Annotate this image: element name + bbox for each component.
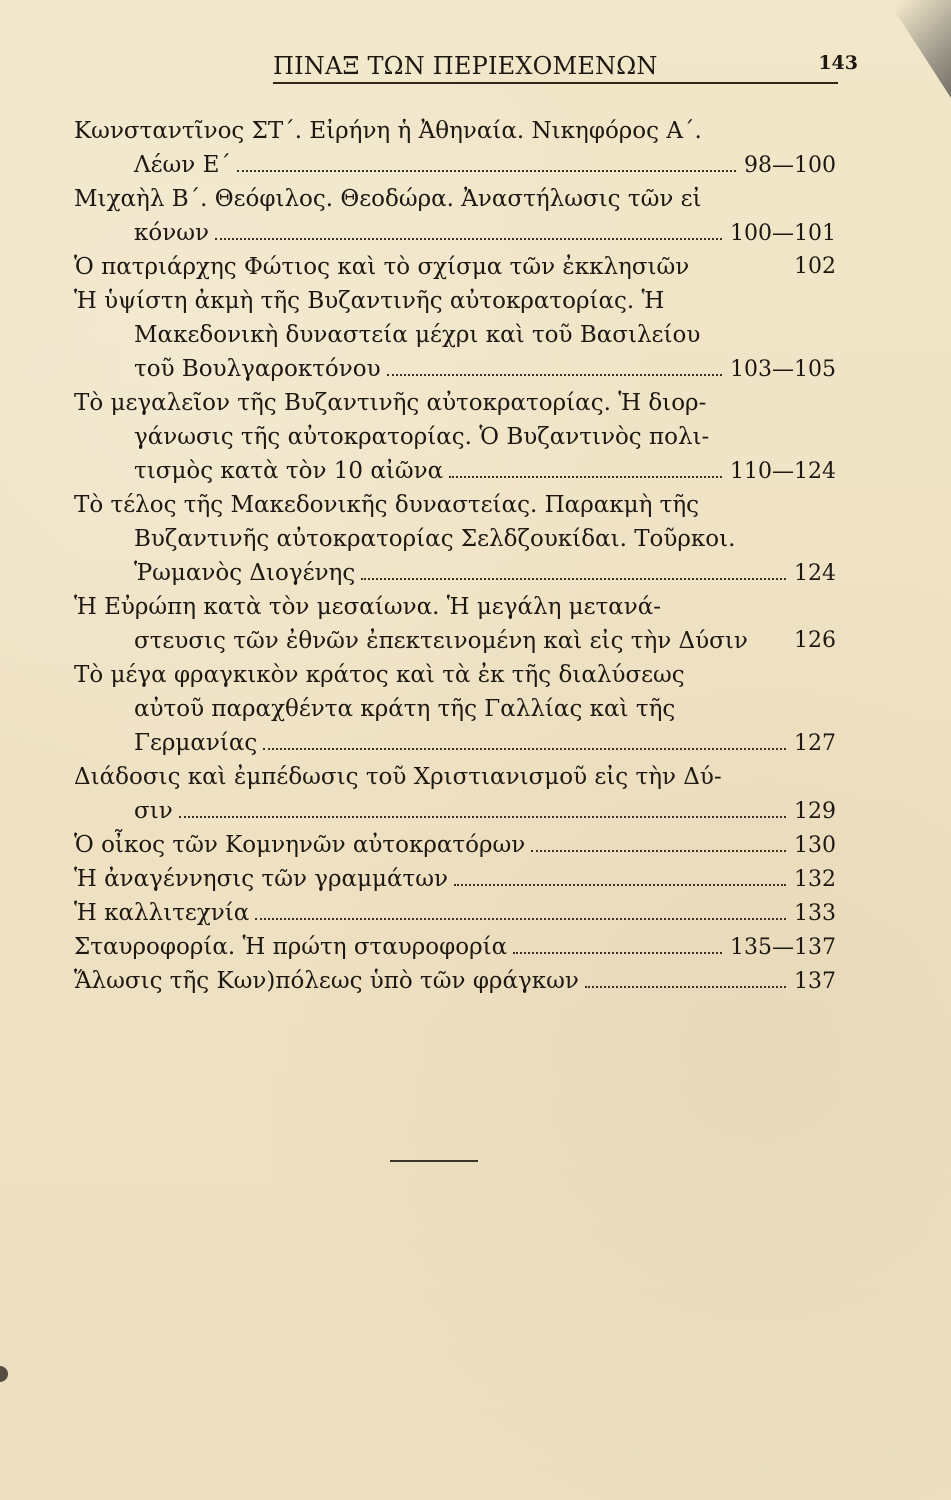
toc-line: αὐτοῦ παραχθέντα κράτη τῆς Γαλλίας καὶ τῆς — [134, 696, 676, 722]
toc-line-with-page — [74, 148, 836, 182]
toc-line-with-page — [74, 828, 836, 862]
toc-line-with-page — [74, 964, 836, 998]
toc-page-ref: 110—124 — [730, 459, 836, 484]
toc-line: Τὸ μέγα φραγκικὸν κράτος καὶ τὰ ἐκ τῆς διαλύσεως — [74, 662, 685, 688]
toc-line-with-page — [74, 556, 836, 590]
toc-line: Διάδοσις καὶ ἐμπέδωσις τοῦ Χριστιανισμοῦ εἰς τὴν Δύ- — [74, 764, 722, 790]
page-corner-shadow — [863, 0, 951, 98]
toc-line: Τὸ τέλος τῆς Μακεδονικῆς δυναστείας. Παρακμὴ τῆς — [74, 492, 700, 518]
dot-leader — [387, 374, 722, 376]
page-edge-mark — [0, 1366, 8, 1382]
toc-text: στευσις τῶν ἐθνῶν ἐπεκτεινομένη καὶ εἰς τὴν Δύσιν — [134, 628, 748, 654]
toc-text: Σταυροφορία. Ἡ πρώτη σταυροφορία — [74, 934, 508, 960]
toc-entry-christianity — [74, 760, 836, 828]
toc-entry-konstantinos — [74, 114, 836, 182]
toc-line-with-plain-page — [74, 624, 836, 658]
toc-text: Ὁ οἶκος τῶν Κομνηνῶν αὐτοκρατόρων — [74, 832, 526, 858]
toc-line: Μακεδονικὴ δυναστεία μέχρι καὶ τοῦ Βασιλείου — [134, 322, 701, 348]
toc-line-with-page — [74, 216, 836, 250]
toc-page-ref: 132 — [794, 867, 836, 892]
toc-page-ref: 124 — [794, 561, 836, 586]
page-header — [273, 52, 858, 92]
toc-entry-art — [74, 896, 836, 930]
dot-leader — [531, 850, 786, 852]
dot-leader — [263, 748, 786, 750]
dot-leader — [449, 476, 722, 478]
toc-line: Ἡ ὑψίστη ἀκμὴ τῆς Βυζαντινῆς αὐτοκρατορίας. Ἡ — [74, 288, 665, 314]
table-of-contents — [74, 114, 836, 998]
toc-text: Ἡ καλλιτεχνία — [74, 900, 250, 926]
toc-page-ref: 137 — [794, 969, 836, 994]
dot-leader — [361, 578, 786, 580]
toc-entry-macedonian-dynasty — [74, 284, 836, 386]
toc-line: Ἡ Εὐρώπη κατὰ τὸν μεσαίωνα. Ἡ μεγάλη μετανά- — [74, 594, 662, 620]
toc-text: σιν — [134, 798, 173, 824]
page-number: 143 — [818, 52, 858, 74]
toc-page-ref: 133 — [794, 901, 836, 926]
toc-line: Βυζαντινῆς αὐτοκρατορίας Σελδζουκίδαι. Τοῦρκοι. — [134, 526, 736, 552]
toc-entry-michael — [74, 182, 836, 250]
toc-line-with-page — [74, 896, 836, 930]
dot-leader — [585, 986, 786, 988]
toc-line-with-plain-page — [74, 250, 836, 284]
dot-leader — [215, 238, 722, 240]
toc-entry-frankish-state — [74, 658, 836, 760]
toc-line: Μιχαὴλ Β΄. Θεόφιλος. Θεοδώρα. Ἀναστήλωσις τῶν εἰ — [74, 186, 702, 212]
toc-line-with-page — [74, 726, 836, 760]
toc-line-with-page — [74, 930, 836, 964]
bottom-rule — [390, 1160, 478, 1162]
toc-line: Τὸ μεγαλεῖον τῆς Βυζαντινῆς αὐτοκρατορίας. Ἡ διορ- — [74, 390, 707, 416]
toc-page-ref: 135—137 — [730, 935, 836, 960]
toc-entry-europe — [74, 590, 836, 658]
toc-entry-photios — [74, 250, 836, 284]
toc-line-with-page — [74, 454, 836, 488]
toc-text: Ἡ ἀναγέννησις τῶν γραμμάτων — [74, 866, 448, 892]
toc-text: Ὁ πατριάρχης Φώτιος καὶ τὸ σχίσμα τῶν ἐκκλησιῶν — [74, 254, 690, 280]
toc-entry-renaissance — [74, 862, 836, 896]
dot-leader — [454, 884, 786, 886]
toc-page-ref: 102 — [794, 254, 836, 279]
toc-text: Λέων Ε΄ — [134, 152, 231, 178]
toc-line-with-page — [74, 862, 836, 896]
toc-entry-fall — [74, 964, 836, 998]
toc-line-with-page — [74, 794, 836, 828]
toc-text: τισμὸς κατὰ τὸν 10 αἰῶνα — [134, 458, 444, 484]
dot-leader — [179, 816, 786, 818]
toc-entry-grandeur — [74, 386, 836, 488]
toc-page-ref: 126 — [794, 628, 836, 653]
toc-page-ref: 100—101 — [730, 221, 836, 246]
toc-entry-crusade — [74, 930, 836, 964]
toc-text: κόνων — [134, 220, 209, 246]
toc-text: Ἅλωσις τῆς Κων)πόλεως ὑπὸ τῶν φράγκων — [74, 968, 579, 994]
dot-leader — [237, 170, 736, 172]
toc-line-with-page — [74, 352, 836, 386]
toc-entry-end-macedonian — [74, 488, 836, 590]
toc-line: γάνωσις τῆς αὐτοκρατορίας. Ὁ Βυζαντινὸς πολι- — [134, 424, 710, 450]
dot-leader — [255, 918, 786, 920]
toc-text: τοῦ Βουλγαροκτόνου — [134, 356, 381, 382]
toc-page-ref: 129 — [794, 799, 836, 824]
header-rule — [273, 82, 838, 84]
dot-leader — [513, 952, 722, 954]
toc-page-ref: 127 — [794, 731, 836, 756]
toc-text: Γερμανίας — [134, 730, 258, 756]
toc-line: Κωνσταντῖνος ΣΤ΄. Εἰρήνη ἡ Ἀθηναία. Νικηφόρος Α΄. — [74, 118, 702, 144]
toc-page-ref: 98—100 — [744, 153, 836, 178]
running-title: ΠΙΝΑΞ ΤΩΝ ΠΕΡΙΕΧΟΜΕΝΩΝ — [273, 52, 658, 80]
toc-entry-komnenoi — [74, 828, 836, 862]
toc-page-ref: 103—105 — [730, 357, 836, 382]
toc-page-ref: 130 — [794, 833, 836, 858]
toc-text: Ῥωμανὸς Διογένης — [134, 560, 356, 586]
